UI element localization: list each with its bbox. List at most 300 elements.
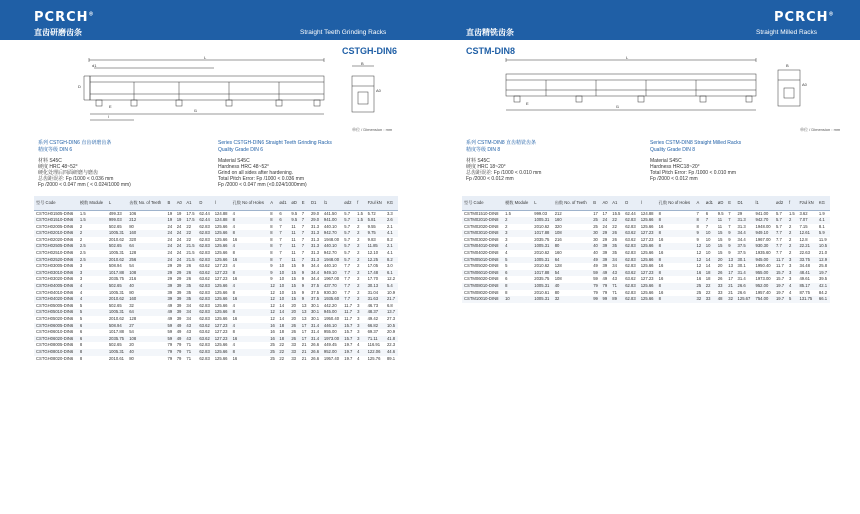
table-cell: 2010.62 [107, 296, 127, 303]
table-cell: 80 [553, 243, 592, 250]
table-cell: 40 [591, 243, 600, 250]
table-cell: 125.66 [640, 263, 654, 269]
table-cell: 19 [176, 210, 182, 216]
table-cell: 11 [291, 223, 296, 229]
table-cell: CSTGH06010-DIN6 [36, 329, 74, 335]
table-cell: 1948.00 [322, 257, 342, 264]
table-cell: 63.62 [197, 336, 212, 343]
table-cell: 21 [301, 355, 307, 361]
table-cell: 34 [184, 309, 197, 316]
table-cell: 24 [166, 257, 175, 264]
table-cell: 125.66 [639, 257, 657, 264]
table-cell: 16 [268, 336, 277, 343]
table-cell: 7 [279, 223, 282, 229]
table-cell: CSTGH04005-DIN6 [34, 283, 78, 290]
table-cell: 12 [696, 263, 702, 269]
table-cell: 11 [289, 243, 299, 250]
table-cell: 1957.40 [755, 289, 771, 295]
table-row [34, 309, 398, 316]
table-cell: 84.2 [818, 289, 828, 295]
table-cell: 89 [610, 296, 623, 303]
table-cell: 16 [232, 355, 238, 361]
table-cell: 1948.00 [755, 223, 771, 229]
table-cell: 26.6 [737, 289, 746, 295]
table-cell: 8.2 [386, 236, 393, 242]
table-cell: 9 [300, 296, 309, 303]
table-cell: 12 [268, 309, 277, 316]
table-cell: 37.5 [736, 243, 754, 250]
table-cell: 127.23 [640, 236, 654, 242]
table-cell: 24 [175, 243, 185, 250]
table-cell: 26.6 [736, 283, 754, 290]
table-cell: 79 [166, 349, 175, 356]
table-cell: 2010.62 [534, 263, 550, 269]
column-header: D1 [309, 196, 322, 210]
column-header: f [787, 196, 798, 210]
table-cell: 29 [175, 270, 185, 277]
table-cell: 7 [301, 210, 305, 216]
table-cell: 22 [279, 355, 285, 361]
table-cell: 29.0 [310, 210, 320, 216]
table-cell: 80 [129, 289, 134, 295]
table-cell: 35 [612, 250, 617, 256]
table-cell: 9 [270, 263, 273, 269]
svg-text:L: L [204, 56, 207, 60]
table-cell: 8 [657, 257, 695, 264]
column-header: E [300, 196, 309, 210]
table-cell: 62.83 [197, 243, 212, 250]
table-cell: 4 [232, 342, 235, 348]
table-cell: 7.7 [774, 230, 787, 237]
table-cell: 35 [610, 243, 623, 250]
table-row [34, 329, 398, 336]
left-spec-cn [38, 158, 131, 188]
table-cell: 59 [166, 336, 175, 343]
table-cell: 502.65 [108, 223, 122, 229]
table-cell: 26 [610, 230, 623, 237]
table-cell: 37.5 [309, 283, 322, 290]
table-cell: 19.7 [344, 355, 353, 361]
left-intro-en [218, 140, 332, 154]
right-spec-table [462, 196, 830, 303]
table-cell: 8 [657, 243, 695, 250]
table-cell: 10 [277, 296, 289, 303]
table-cell: 2010.61 [534, 289, 550, 295]
table-cell: 8 [232, 250, 235, 256]
table-cell: 1005.31 [107, 309, 127, 316]
table-cell: 127.23 [213, 323, 231, 330]
table-cell: 62.83 [625, 263, 636, 269]
table-cell: 35 [186, 289, 192, 295]
table-cell: 125.66 [213, 296, 231, 303]
table-cell: 124.88 [640, 210, 654, 216]
table-cell: 9 [300, 283, 309, 290]
table-cell: 24 [176, 223, 182, 229]
right-dimension-note: 单位 / Dimension : mm [800, 127, 841, 132]
table-cell: 62.83 [199, 236, 210, 242]
table-header-row [34, 196, 398, 210]
table-cell: 62.44 [625, 210, 636, 216]
table-cell: 39 [176, 302, 182, 308]
table-cell: 27 [127, 323, 165, 330]
column-header: ød2 [774, 196, 787, 210]
table-cell: 24 [176, 250, 182, 256]
table-cell: 442.20 [323, 302, 337, 308]
table-cell: 85.17 [797, 283, 816, 290]
table-cell: CSTGH01510-DIN6 [34, 217, 78, 224]
table-cell: 8 [79, 355, 83, 361]
left-dimension-note: 单位 / Dimension : mm [352, 127, 393, 132]
table-cell: 10 [277, 283, 289, 290]
table-cell: 2035.75 [108, 276, 124, 282]
table-cell: 17 [300, 323, 309, 330]
table-cell: 30 [593, 236, 598, 242]
table-cell: 40 [127, 349, 165, 356]
table-row [34, 210, 398, 217]
table-cell: 9.75 [366, 230, 385, 237]
column-header: ød1 [704, 196, 716, 210]
table-cell: CSTM02010-DIN8 [462, 217, 503, 224]
table-cell: 79 [167, 342, 173, 348]
table-cell: 2 [79, 236, 83, 242]
spec-line: Material S45C [650, 158, 682, 164]
spec-line: Total Pitch Error: Fp /1000 < 0.036 mm [218, 176, 305, 182]
table-cell: 7.7 [344, 276, 351, 282]
table-cell: 160 [127, 230, 165, 237]
table-cell: 16 [231, 296, 269, 303]
table-cell: 10 [704, 243, 716, 250]
table-row [34, 230, 398, 237]
table-cell: 49 [602, 276, 608, 282]
table-cell: 17 [300, 336, 309, 343]
table-cell: 89.1 [386, 355, 396, 361]
table-cell: 131.75 [797, 296, 816, 303]
table-cell: 3 [355, 323, 365, 330]
column-header: 齿数 No. of Teeth [127, 196, 165, 210]
left-rack-drawing [34, 56, 394, 134]
table-cell: 24 [167, 236, 173, 242]
table-cell: 16 [268, 323, 277, 330]
table-row [34, 336, 398, 343]
left-brand-logo: PCRCH® [34, 10, 95, 25]
table-cell: 31.3 [309, 257, 322, 264]
column-header: D1 [736, 196, 754, 210]
table-cell: 15 [717, 250, 723, 256]
table-cell: 13 [300, 309, 309, 316]
table-cell: 71 [186, 342, 192, 348]
table-cell: 25 [268, 349, 277, 356]
table-cell: 62.83 [623, 296, 638, 303]
table-cell: 4 [503, 243, 532, 250]
svg-text:E: E [526, 101, 529, 106]
column-header: E [726, 196, 735, 210]
table-cell: 6.8 [386, 302, 393, 308]
column-header: l1 [322, 196, 342, 210]
table-cell: 5 [79, 316, 83, 321]
table-row [34, 243, 398, 250]
table-cell: 942.70 [323, 250, 337, 256]
table-cell: 955.00 [754, 270, 774, 277]
table-cell: 125.66 [639, 243, 657, 250]
table-cell: 8 [268, 230, 277, 237]
table-cell: CSTGH06005-DIN6 [34, 323, 78, 330]
table-cell: 37.5 [737, 250, 746, 256]
table-cell: 1017.88 [108, 329, 124, 335]
table-cell: 3 [788, 276, 792, 282]
table-cell: 11.7 [775, 263, 784, 269]
table-cell: 29 [602, 236, 608, 242]
table-cell: 1935.60 [322, 296, 342, 303]
table-cell: 29 [176, 263, 182, 269]
table-cell: 11 [291, 236, 296, 242]
table-cell: 49.42 [367, 316, 379, 321]
table-cell: 13 [301, 302, 307, 308]
table-cell: 22 [705, 289, 711, 295]
table-cell: 125.66 [214, 355, 228, 361]
table-cell: 125.66 [214, 236, 228, 242]
table-cell: 24 [167, 223, 173, 229]
table-cell: 212 [554, 210, 562, 216]
table-cell: 2 [788, 250, 792, 256]
table-cell: 24 [167, 250, 173, 256]
table-cell: 127.23 [214, 263, 228, 269]
table-cell: 39 [167, 289, 173, 295]
table-cell: 40 [127, 283, 165, 290]
table-cell: 125.66 [214, 250, 228, 256]
table-cell: 3 [79, 263, 83, 269]
table-cell: 2 [787, 217, 798, 224]
table-cell: 21 [728, 289, 733, 295]
table-cell: 31.4 [736, 270, 754, 277]
table-cell: 8 [695, 217, 704, 224]
table-cell: 63.62 [623, 270, 638, 277]
table-cell: 59 [591, 270, 600, 277]
table-cell: 1005.31 [532, 217, 552, 224]
table-cell: 125.66 [214, 342, 228, 348]
spec-line: 硬度 HRC 18~20° [466, 164, 506, 170]
table-row [34, 224, 398, 231]
table-cell: 441.50 [323, 210, 337, 216]
table-cell: 9 [728, 250, 731, 256]
table-cell: 16 [231, 257, 269, 264]
table-cell: 8 [270, 236, 273, 242]
table-cell: 26 [289, 323, 299, 330]
table-cell: 12.9 [817, 257, 830, 264]
table-cell: 13.7 [385, 309, 398, 316]
table-cell: 2.6 [385, 217, 398, 224]
table-cell: 1005.31 [532, 296, 552, 303]
table-cell: 33 [717, 289, 723, 295]
table-cell: 2 [355, 230, 365, 237]
table-row [34, 283, 398, 290]
table-row [34, 296, 398, 303]
table-cell: 31.3 [309, 243, 322, 250]
table-cell: 71 [612, 289, 617, 295]
table-cell: 4 [357, 342, 360, 348]
svg-text:d1: d1 [92, 63, 97, 68]
table-cell: 79 [593, 289, 598, 295]
table-cell: 15 [291, 263, 296, 269]
table-cell: 2010.62 [108, 236, 124, 242]
spec-line: 总齿距误差: Fp /1000 < 0.010 mm [466, 170, 542, 176]
table-cell: 17 [593, 210, 598, 216]
table-cell: 43 [612, 276, 617, 282]
table-cell: 7 [279, 250, 282, 256]
table-cell: 39 [175, 309, 185, 316]
table-cell: 10 [704, 230, 716, 237]
column-header: L [107, 196, 127, 210]
table-cell: 12.25 [366, 257, 385, 264]
table-cell: 71 [186, 355, 192, 361]
column-header: 模数 Module [78, 196, 107, 210]
column-header: D [623, 196, 638, 210]
table-cell: 30.1 [309, 309, 322, 316]
table-cell: 62.83 [199, 223, 210, 229]
table-cell: 127.23 [639, 230, 657, 237]
table-cell: 11.9 [818, 236, 827, 242]
table-cell: 5 [79, 302, 83, 308]
table-cell: 62.44 [199, 210, 210, 216]
table-cell: 49 [167, 316, 173, 321]
table-cell: 4 [231, 243, 269, 250]
table-cell: 7.15 [799, 223, 808, 229]
table-cell: 7.7 [342, 296, 355, 303]
table-cell: 24 [600, 217, 610, 224]
table-cell: 7 [300, 257, 309, 264]
table-cell: CSTGH05010-DIN6 [34, 309, 78, 316]
table-cell: 9 [728, 236, 731, 242]
table-cell: 80 [129, 223, 134, 229]
table-cell: 69.37 [367, 329, 379, 335]
table-cell: 16 [231, 336, 269, 343]
table-cell: 10 [705, 250, 711, 256]
table-cell: 15 [289, 296, 299, 303]
table-cell: 7.7 [344, 289, 351, 295]
table-cell: 7.07 [797, 217, 816, 224]
table-cell: 31.4 [309, 336, 322, 343]
table-cell: 37.5 [310, 289, 320, 295]
table-row [462, 296, 830, 303]
table-row [34, 303, 398, 310]
column-header: A0 [175, 196, 185, 210]
table-cell: 256 [127, 257, 165, 264]
table-cell: 31.4 [310, 329, 320, 335]
table-cell: 160 [553, 217, 592, 224]
table-cell: 125.66 [214, 302, 228, 308]
table-cell: 9.5 [289, 217, 299, 224]
table-cell: 160 [127, 296, 165, 303]
table-cell: 9 [268, 270, 277, 277]
table-cell: 5 [787, 296, 798, 303]
table-cell: 10 [279, 289, 285, 295]
table-cell: 8 [231, 217, 269, 224]
table-cell: 21.0 [818, 250, 828, 256]
table-cell: 5.7 [342, 257, 355, 264]
table-cell: 5.7 [342, 217, 355, 224]
table-row [34, 263, 398, 270]
table-cell: 59 [167, 329, 173, 335]
table-header-row [462, 196, 830, 210]
table-row [34, 316, 398, 323]
table-cell: 8 [657, 217, 695, 224]
table-cell: 5 [503, 257, 532, 264]
table-row [462, 243, 830, 250]
table-cell: 7 [705, 223, 709, 229]
table-cell: 24 [602, 223, 608, 229]
table-cell: 79 [176, 355, 182, 361]
left-header [0, 0, 430, 40]
table-cell: 26 [717, 276, 723, 282]
table-cell: 999.03 [534, 210, 548, 216]
right-subtitle-cn: 直齿精铣齿条 [466, 28, 514, 37]
table-cell: 7.7 [775, 250, 782, 256]
table-cell: 8 [658, 210, 661, 216]
table-cell: 125.66 [639, 217, 657, 224]
column-header: KG [385, 196, 398, 210]
table-cell: 1005.31 [107, 230, 127, 237]
table-cell: 30 [591, 230, 600, 237]
table-cell: 2 [79, 223, 83, 229]
right-intro-en [650, 140, 741, 154]
table-cell: 2 [787, 243, 798, 250]
column-header: ød2 [342, 196, 355, 210]
table-row [462, 237, 830, 244]
table-cell: 1017.88 [107, 270, 127, 277]
table-cell: 440.10 [323, 263, 337, 269]
table-cell: 1950.40 [755, 263, 771, 269]
table-cell: 79 [600, 283, 610, 290]
table-cell: 33.75 [797, 257, 816, 264]
table-cell: CSTGH02010-DIN6 [34, 230, 78, 237]
table-cell: 8 [231, 309, 269, 316]
table-cell: 5 [505, 263, 508, 269]
table-cell: 62.83 [197, 296, 212, 303]
table-cell: 62.83 [197, 230, 212, 237]
table-cell: 5.7 [774, 217, 787, 224]
svg-text:B: B [361, 61, 364, 66]
table-cell: 2 [355, 270, 365, 277]
table-cell: 1967.00 [755, 236, 771, 242]
table-cell: 8 [270, 223, 273, 229]
table-cell: 16 [658, 263, 664, 269]
table-cell: 8 [657, 270, 695, 277]
table-cell: 2 [503, 217, 532, 224]
table-cell: 12 [270, 289, 275, 295]
table-cell: 31.63 [366, 296, 385, 303]
table-cell: 2.5 [78, 243, 107, 250]
right-intro-cn [466, 140, 536, 154]
table-cell: 16 [695, 270, 704, 277]
table-cell: 22 [610, 217, 623, 224]
table-cell: 2 [357, 250, 360, 256]
table-cell: 99 [591, 296, 600, 303]
table-cell: 25.8 [818, 263, 828, 269]
table-cell: 2 [355, 283, 365, 290]
table-cell: 6 [505, 276, 508, 282]
table-cell: 8 [268, 257, 277, 264]
table-cell: 34 [186, 302, 192, 308]
table-cell: 3 [355, 309, 365, 316]
table-cell: 63.62 [197, 323, 212, 330]
table-cell: 34.4 [310, 263, 320, 269]
table-row [34, 342, 398, 349]
table-cell: 17 [602, 210, 608, 216]
table-cell: 26 [186, 263, 192, 269]
column-header: Fzul kN [797, 196, 816, 210]
table-cell: 24 [166, 243, 175, 250]
table-cell: 2 [355, 243, 365, 250]
table-cell: 8 [232, 289, 235, 295]
